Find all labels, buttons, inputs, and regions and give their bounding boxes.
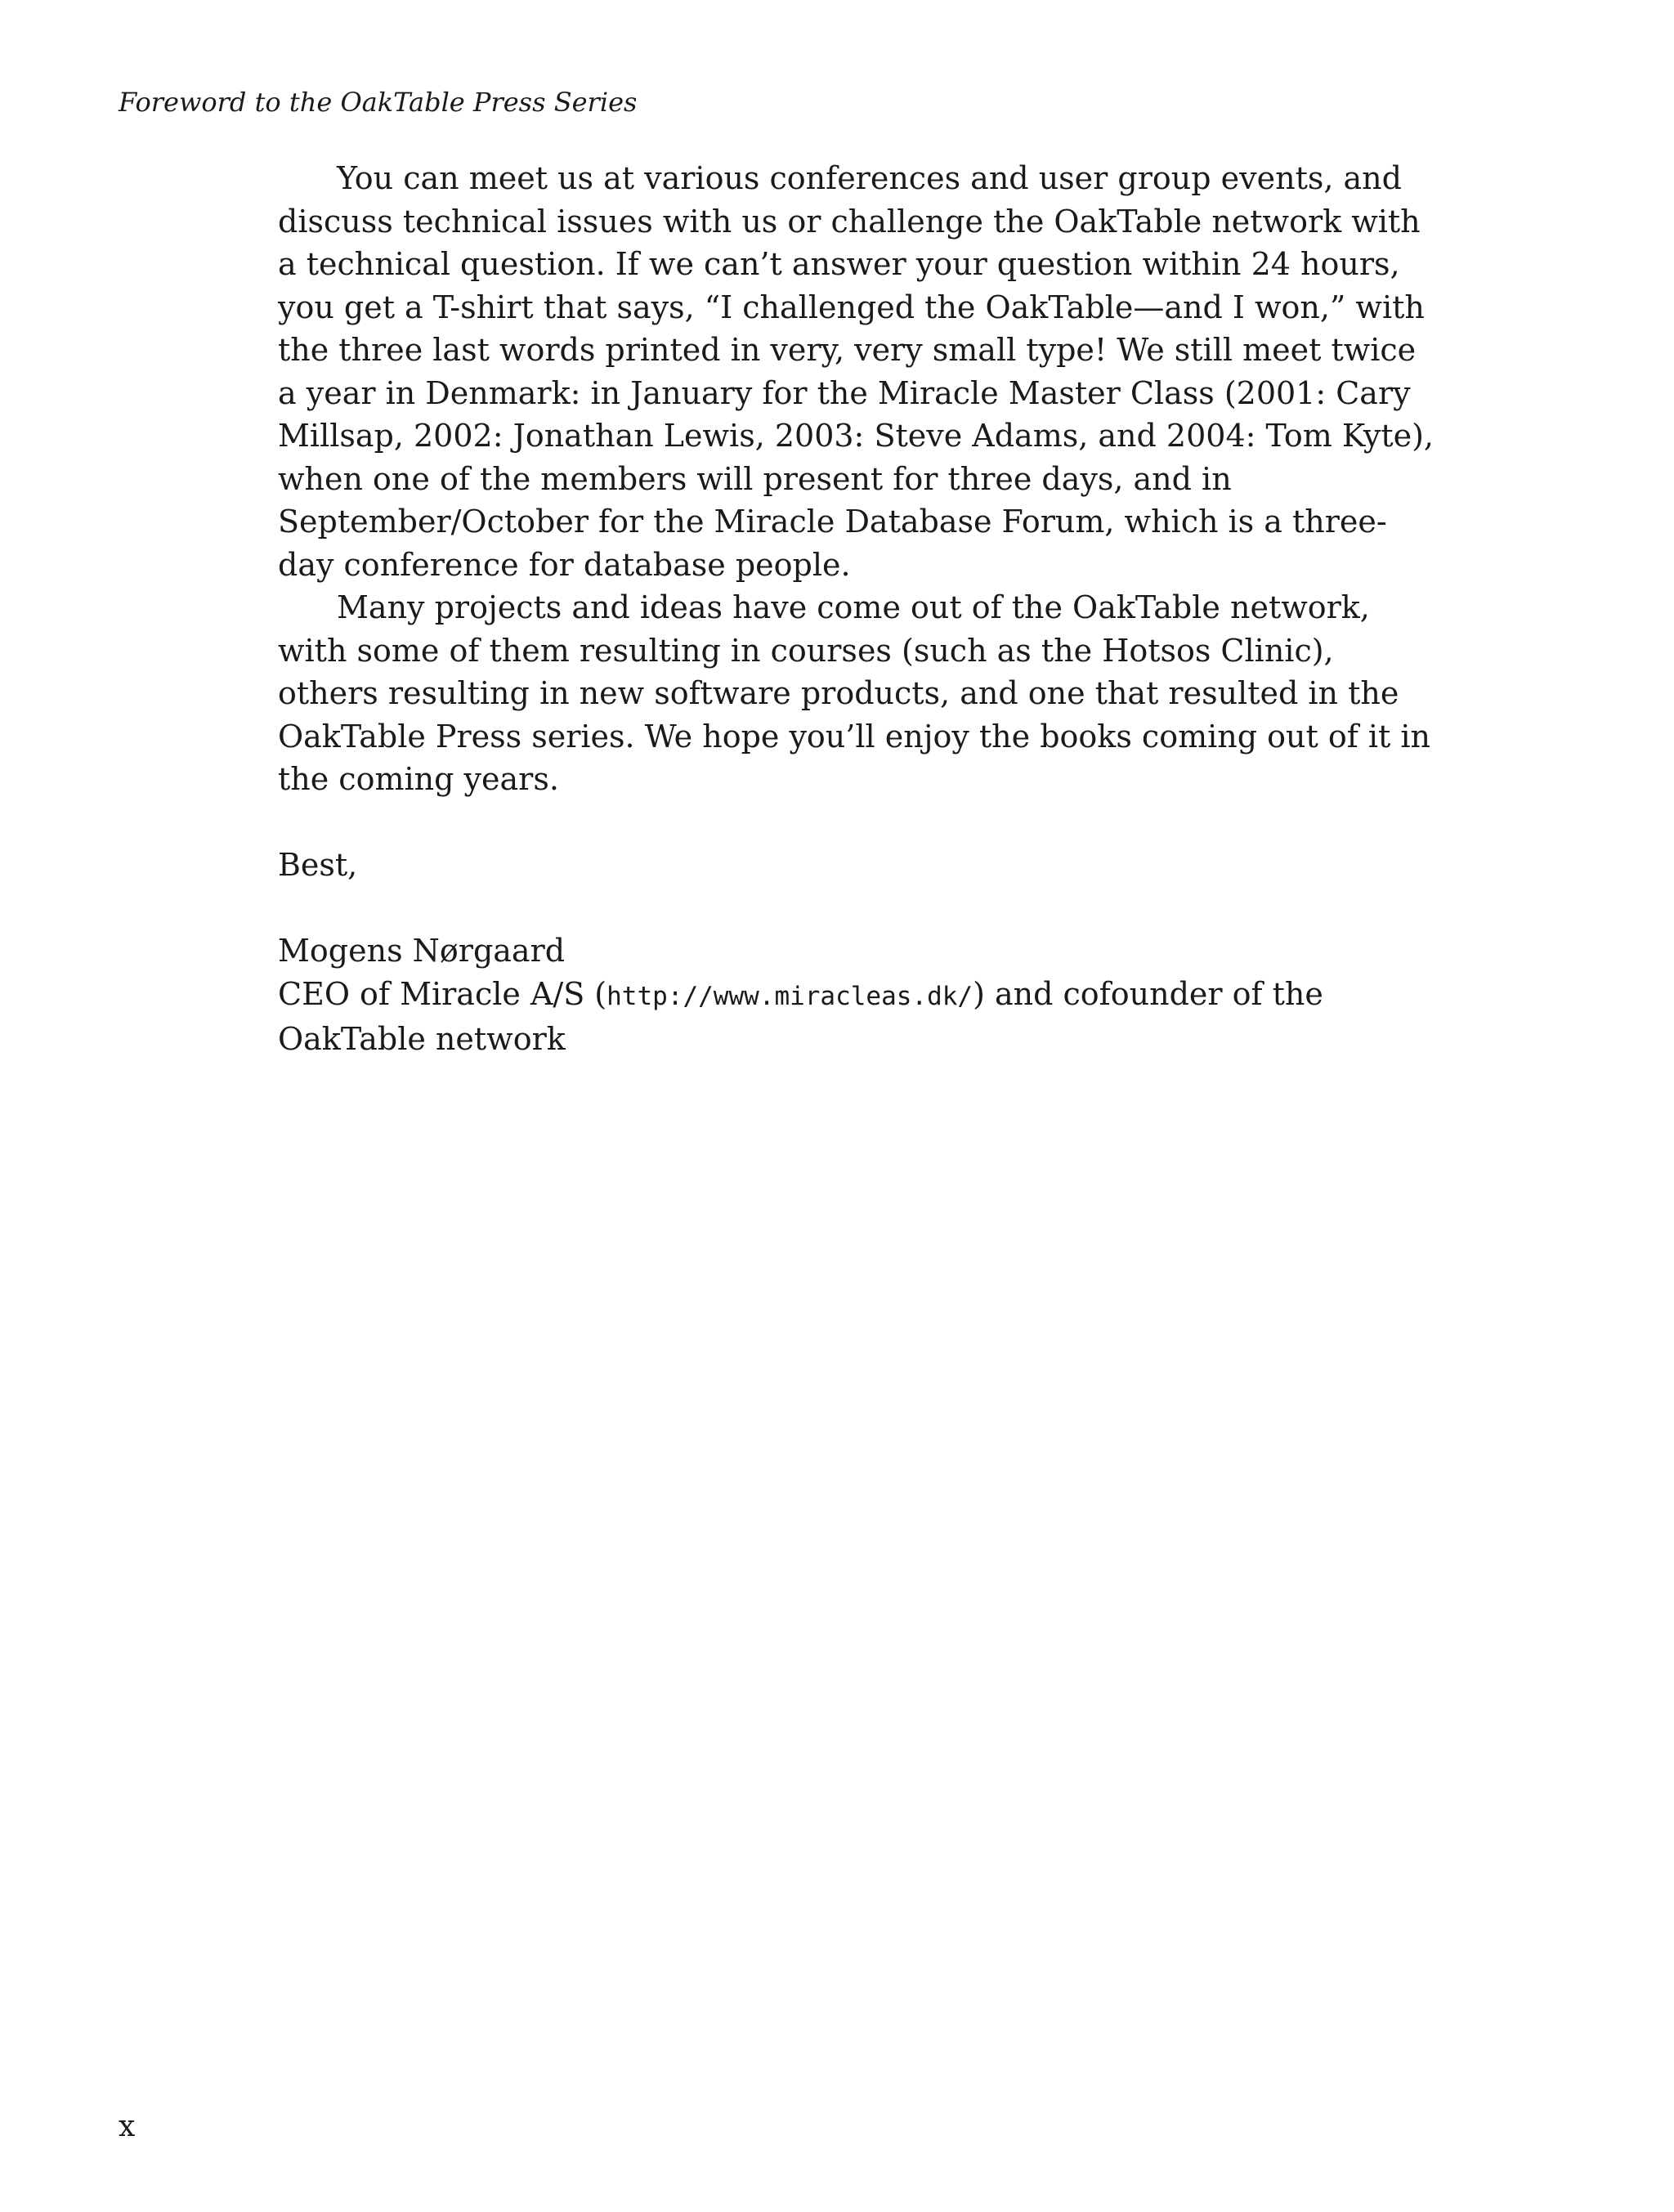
paragraph-gap [278,887,1439,930]
running-head: Foreword to the OakTable Press Series [119,87,638,118]
foreword-body [278,157,1439,1061]
closing-salutation: Best, [278,847,358,883]
paragraph-gap [278,801,1439,844]
signature-title-suffix: ) and cofounder of the OakTable network [278,975,1323,1057]
signature-title [278,973,1439,1061]
paragraph-conferences: You can meet us at various conferences and user group events, and discuss technical issues with us or challenge the OakTable network with a technical question. If we can’t answer your question within 24 hours, you get a T-shirt that says, “I challenged the OakTable—and I won,” with the three last words printed in very, very small type! We still meet twice a year in Denmark: in January for the Miracle Master Class (2001: Cary Millsap, 2002: Jonathan Lewis, 2003: Steve Adams, and 2004: Tom Kyte), when one of the members will present for three days, and in September/October for the Miracle Database Forum, which is a three-day conference for database people. [278,160,1434,583]
page-number: x [119,2110,136,2143]
paragraph-projects: Many projects and ideas have come out of the OakTable network, with some of them resulting in courses (such as the Hotsos Clinic), others resulting in new software products, and one that resulted in the OakTable Press series. We hope you’ll enjoy the books coming out of it in the coming years. [278,589,1430,797]
signature-name: Mogens Nørgaard [278,933,566,969]
company-url-link[interactable]: http://www.miracleas.dk/ [606,981,974,1011]
signature-title-prefix: CEO of Miracle A/S ( [278,975,607,1012]
